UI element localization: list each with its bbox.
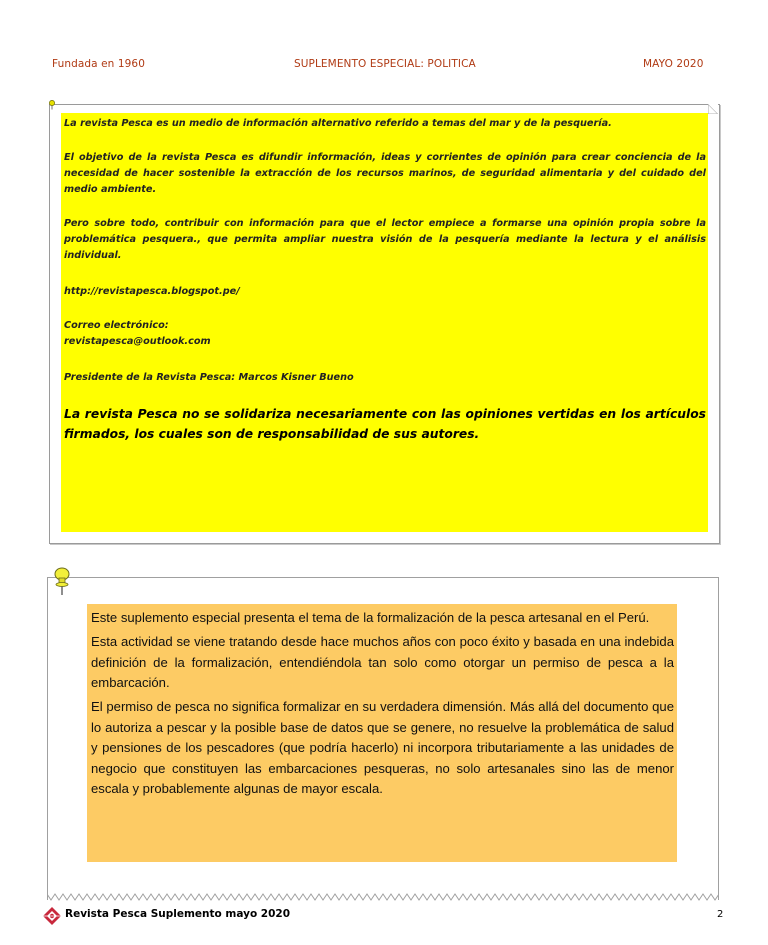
- masthead-email-link[interactable]: revistapesca@outlook.com: [64, 336, 211, 347]
- revista-pesca-logo-icon: [42, 906, 62, 926]
- masthead-url-link[interactable]: http://revistapesca.blogspot.pe/: [64, 286, 240, 297]
- masthead-intro: La revista Pesca es un medio de información alternativo referido a temas del mar y de la pesquería.: [64, 118, 612, 129]
- pushpin-icon: [52, 566, 74, 596]
- masthead-email-label: Correo electrónico:: [64, 320, 169, 331]
- supplement-paragraph: Este suplemento especial presenta el tema de la formalización de la pesca artesanal en el Perú.: [91, 610, 650, 625]
- torn-edge-border: [47, 892, 719, 902]
- small-pin-icon: [47, 100, 57, 110]
- masthead-disclaimer: La revista Pesca no se solidariza necesariamente con las opiniones vertidas en los artículos firmados, los cuales son de responsabilidad de sus autores.: [64, 407, 706, 441]
- footer-publication-title: Revista Pesca Suplemento mayo 2020: [65, 908, 291, 920]
- folded-corner-icon: [708, 104, 718, 114]
- masthead-objective: El objetivo de la revista Pesca es difundir información, ideas y corrientes de opinión para crear conciencia de la necesidad de hacer sostenible la extracción de los recursos marinos, de seguridad alimentaria y del cuidado del medio ambiente.: [64, 152, 706, 195]
- header-date: MAYO 2020: [643, 58, 704, 70]
- header-founded: Fundada en 1960: [52, 58, 145, 70]
- masthead-president: Presidente de la Revista Pesca: Marcos Kisner Bueno: [64, 372, 354, 383]
- masthead-contribution: Pero sobre todo, contribuir con información para que el lector empiece a formarse una opinión propia sobre la problemática pesquera., que permita ampliar nuestra visión de la pesquería mediante la lectura y el análisis individual.: [64, 218, 706, 261]
- supplement-paragraph: El permiso de pesca no significa formalizar en su verdadera dimensión. Más allá del documento que lo autoriza a pescar y la posible base de datos que se genere, no resuelve la problemática de salud y pensiones de los pescadores (que podría hacerlo) ni incorpora tributariamente a las unidades de negocio que constituyen las embarcaciones pesqueras, no solo artesanales sino las de menor escala y probablemente algunas de mayor escala.: [91, 699, 674, 796]
- supplement-paragraph: Esta actividad se viene tratando desde hace muchos años con poco éxito y basada en una indebida definición de la formalización, entendiéndola tan solo como otorgar un permiso de pesca a la embarcación.: [91, 634, 674, 690]
- header-section-title: SUPLEMENTO ESPECIAL: POLITICA: [294, 58, 476, 70]
- footer-page-number: 2: [717, 909, 724, 920]
